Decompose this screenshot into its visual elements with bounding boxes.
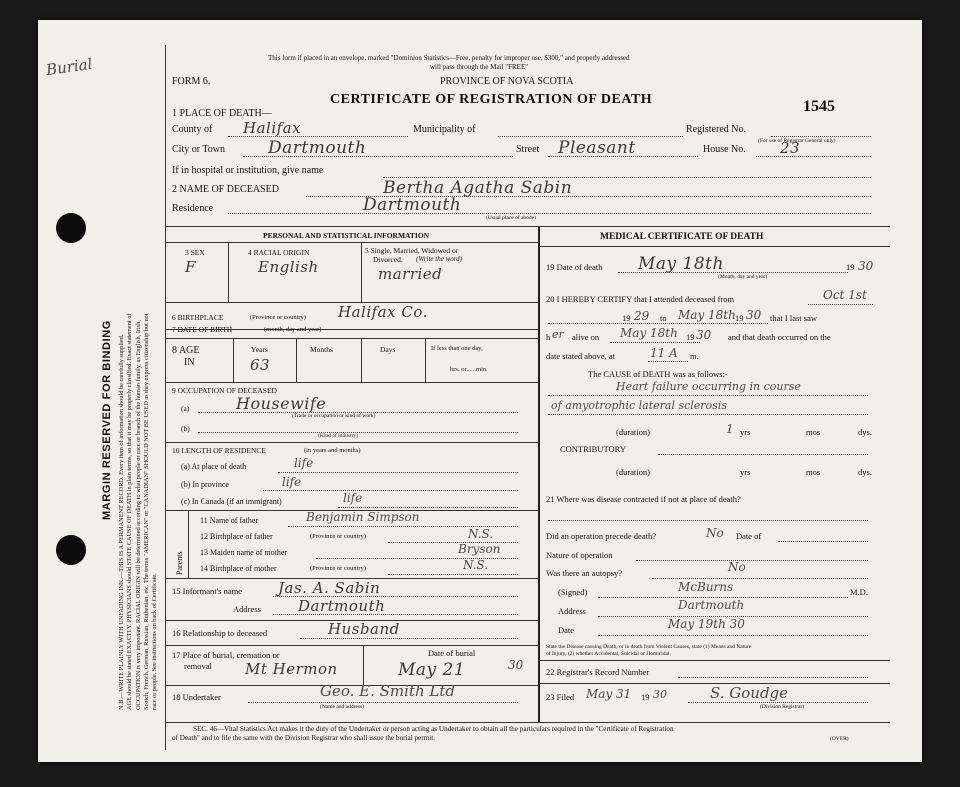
nature-label: Nature of operation <box>546 550 613 560</box>
death-year-value: 30 <box>858 259 874 273</box>
certify-year1-value: 29 <box>634 309 650 323</box>
burial-date-value: May 21 <box>398 660 466 680</box>
division-registrar-note: (Division Registrar) <box>760 704 805 710</box>
filed-label: 23 Filed <box>546 692 575 702</box>
cause-value-1: Heart failure occurring in course <box>616 380 801 393</box>
residence-c-line <box>338 507 518 508</box>
residence-b-value: life <box>282 475 302 489</box>
house-number-line <box>756 156 871 157</box>
sex-label: 3 SEX <box>185 248 205 257</box>
autopsy-value: No <box>728 560 746 574</box>
cause-label: The CAUSE of DEATH was as follows:- <box>588 369 728 379</box>
burial-place-label-2: removal <box>184 661 212 671</box>
date-of-birth-label: 7 DATE OF BIRTH <box>172 325 233 334</box>
certificate-title: CERTIFICATE OF REGISTRATION OF DEATH <box>330 92 653 107</box>
operation-label: Did an operation precede death? <box>546 531 656 541</box>
personal-heading-rule <box>166 242 538 243</box>
alive-on-value: May 18th <box>620 326 678 340</box>
age-label-1: 8 AGE <box>172 345 200 356</box>
division-registrar-line <box>688 702 868 703</box>
years-label: Years <box>251 345 268 354</box>
cause-line-1 <box>548 395 868 396</box>
age-divider-1 <box>233 338 234 382</box>
father-birthplace-value: N.S. <box>468 527 494 541</box>
burial-place-label-1: 17 Place of burial, cremation or <box>172 650 280 660</box>
mother-name-label: 13 Maiden name of mother <box>200 548 288 557</box>
marital-value: married <box>378 265 443 283</box>
yrs-label-1: yrs <box>740 427 751 437</box>
address-label: Address <box>558 606 586 616</box>
registrar-number-line <box>678 677 868 678</box>
certify-year2-label: 19 <box>735 313 744 323</box>
certify-year2-value: 30 <box>746 308 762 322</box>
mother-name-value: Bryson <box>458 542 501 556</box>
registered-number-label: Registered No. <box>686 124 746 135</box>
county-value: Halifax <box>243 119 302 137</box>
birthplace-value: Halifax Co. <box>338 303 428 321</box>
deceased-name-value: Bertha Agatha Sabin <box>383 178 573 198</box>
father-name-value: Benjamin Simpson <box>306 510 420 524</box>
relationship-line <box>300 638 518 639</box>
undertaker-label: 18 Undertaker <box>172 692 221 702</box>
municipality-label: Municipality of <box>413 124 476 135</box>
time-line <box>648 361 688 362</box>
municipality-line <box>498 136 683 137</box>
informant-address-value: Dartmouth <box>298 597 386 615</box>
cause-line-2 <box>548 414 868 415</box>
medical-rule-22 <box>540 660 890 661</box>
registered-number-note: (For use of Registrar General only) <box>758 138 836 144</box>
margin-instruction-line: AGE should be stated EXACTLY. PHYSICIANS should STATE CAUSE OF DEATH in plain terms, so that it may be properly classified. Exact statement of <box>126 313 134 710</box>
age-label-2: IN <box>184 357 195 368</box>
months-label: Months <box>310 345 333 354</box>
residence-c-label: (c) In Canada (if an immigrant) <box>181 497 282 506</box>
residence-a-line <box>278 472 518 473</box>
date-stated-label: date stated above, at <box>546 351 615 361</box>
death-date-value: May 18th <box>638 254 724 274</box>
division-registrar-signature: S. Goudge <box>710 684 789 702</box>
occupation-b-label: (b) <box>181 424 190 433</box>
contributory-line <box>658 454 868 455</box>
less-than-day-label-1: If less than one day, <box>431 345 483 352</box>
filed-year-value: 30 <box>653 688 667 701</box>
certify-year1-label: 19 <box>622 313 631 323</box>
certify-from-value: Oct 1st <box>823 288 867 302</box>
residence-a-label: (a) At place of death <box>181 462 247 471</box>
hospital-label: If in hospital or institution, give name <box>172 165 324 176</box>
her-value: er <box>552 328 564 341</box>
residence-line <box>228 213 871 214</box>
death-year-prefix: 19 <box>846 262 855 272</box>
violent-causes-note-2: of Injury, (2) whether Accidental, Suicidal or Homicidal. <box>546 651 671 657</box>
mos-label-2: mos <box>806 467 821 477</box>
racial-divider <box>361 242 362 302</box>
alive-year-value: 30 <box>696 328 712 342</box>
province-title: PROVINCE OF NOVA SCOTIA <box>440 76 574 87</box>
mother-birthplace-note: (Province or country) <box>310 565 366 572</box>
informant-label: 15 Informant's name <box>172 586 242 596</box>
informant-value: Jas. A. Sabin <box>278 579 381 597</box>
less-than-day-label-2: hrs. or......min. <box>450 366 488 373</box>
racial-origin-label: 4 RACIAL ORIGIN <box>248 248 310 257</box>
date-of-birth-note: (month, day and year) <box>264 326 322 333</box>
margin-instruction-line: Scotch, French, German, Russian, Ruthenian, etc. The terms "AMERICAN" or "CANADIAN" SHOULD NOT BE USED as they express citizenship but not <box>142 313 150 710</box>
cause-value-2: of amyotrophic lateral sclerosis <box>551 399 727 412</box>
marital-label-3: (Write the word) <box>416 255 463 263</box>
mos-label-1: mos <box>806 427 821 437</box>
margin-handwritten-note: Burial <box>44 54 94 80</box>
father-birthplace-note: (Province or country) <box>310 533 366 540</box>
occupation-label: 9 OCCUPATION OF DECEASED <box>172 386 277 395</box>
years-value: 63 <box>250 356 271 374</box>
footer-over: (OVER) <box>830 736 849 742</box>
table-bottom-rule <box>166 722 890 723</box>
date-line <box>598 635 868 636</box>
filed-year-label: 19 <box>641 692 650 702</box>
street-value: Pleasant <box>558 138 636 158</box>
mail-notice-line1: This form if placed in an envelope, marked "Dominion Statistics—Free, penalty for improper use, $300," and properly addressed <box>268 54 630 62</box>
footer-line-1: SEC. 46—Vital Statistics Act makes it the duty of the Undertaker or person acting as Undertaker to obtain all the particulars required in the "Certificate of Registration <box>193 725 674 733</box>
form-number: FORM 6. <box>172 76 211 87</box>
alive-on-label: alive on <box>572 332 600 342</box>
time-value: 11 A <box>650 346 678 360</box>
mother-birthplace-value: N.S. <box>463 558 489 572</box>
age-divider-4 <box>425 338 426 382</box>
margin-binding-title: MARGIN RESERVED FOR BINDING <box>101 320 113 520</box>
marital-label-1: 5 Single, Married, Widowed or <box>365 246 459 255</box>
relationship-value: Husband <box>328 620 400 638</box>
mother-birthplace-line <box>388 574 518 575</box>
certify-from-line <box>808 304 873 305</box>
burial-date-label: Date of burial <box>428 648 476 658</box>
birthplace-note: (Province or country) <box>250 314 306 321</box>
residence-note: (Usual place of abode) <box>486 215 536 221</box>
her-label: h <box>546 332 551 342</box>
violent-causes-note-1: State the Disease causing Death, or in death from Violent Causes, state (1) Means and Nature <box>546 644 752 650</box>
duration-label-1: (duration) <box>616 427 650 437</box>
row-rule-7 <box>166 338 538 339</box>
days-label: Days <box>380 345 396 354</box>
racial-origin-value: English <box>258 258 319 276</box>
alive-year-label: 19 <box>686 332 695 342</box>
alive-on-line <box>610 342 700 343</box>
informant-address-label: Address <box>233 604 261 614</box>
date-of-line <box>778 541 868 542</box>
marital-label-2: Divorced. <box>373 255 403 264</box>
duration-value-1: 1 <box>726 422 734 436</box>
occupation-a-value: Housewife <box>236 394 327 413</box>
residence-b-line <box>263 490 518 491</box>
medical-heading: MEDICAL CERTIFICATE OF DEATH <box>600 232 764 242</box>
row-rule-16 <box>166 645 538 646</box>
signed-value: McBurns <box>678 580 734 594</box>
residence-a-value: life <box>294 456 314 470</box>
yrs-label-2: yrs <box>740 467 751 477</box>
margin-instructions <box>118 70 159 710</box>
medical-heading-rule <box>540 246 890 247</box>
registered-number-line <box>771 136 871 137</box>
place-of-death-heading: 1 PLACE OF DEATH— <box>172 108 272 119</box>
length-of-residence-note: (in years and months) <box>304 447 361 454</box>
residence-value: Dartmouth <box>363 195 462 215</box>
margin-instruction-line: N.B.—WRITE PLAINLY WITH UNFADING INK.—THIS IS A PERMANENT RECORD. Every item of information should be carefully supplied. <box>118 334 125 710</box>
binding-hole-top <box>56 213 86 243</box>
mother-birthplace-label: 14 Birthplace of mother <box>200 564 277 573</box>
occurred-label: and that death occurred on the <box>728 332 831 342</box>
parents-label: Parents <box>175 551 184 575</box>
deceased-name-label: 2 NAME OF DECEASED <box>172 184 279 195</box>
last-saw-label: that I last saw <box>770 313 817 323</box>
dys-label-1: dys. <box>858 427 872 437</box>
table-center-divider <box>538 226 540 722</box>
birthplace-label: 6 BIRTHPLACE <box>172 313 224 322</box>
undertaker-value: Geo. E. Smith Ltd <box>320 682 455 700</box>
city-value: Dartmouth <box>268 138 367 158</box>
binding-hole-bottom <box>56 535 86 565</box>
death-date-note: (Month, day and year) <box>718 274 768 280</box>
city-label: City or Town <box>172 144 226 155</box>
street-label: Street <box>516 144 540 155</box>
death-certificate-page <box>38 20 922 762</box>
date-label: Date <box>558 625 575 635</box>
residence-label: Residence <box>172 203 214 214</box>
undertaker-note: (Name and address) <box>320 704 364 710</box>
burial-year-value: 30 <box>508 658 524 672</box>
length-of-residence-label: 10 LENGTH OF RESIDENCE <box>172 446 266 455</box>
disease-contracted-label: 21 Where was disease contracted if not at place of death? <box>546 494 741 504</box>
sex-value: F <box>185 258 196 276</box>
duration-label-2: (duration) <box>616 467 650 477</box>
registrar-number-label: 22 Registrar's Record Number <box>546 667 650 677</box>
father-birthplace-label: 12 Birthplace of father <box>200 532 273 541</box>
m-label: m. <box>690 351 699 361</box>
father-name-label: 11 Name of father <box>200 516 259 525</box>
relationship-label: 16 Relationship to deceased <box>172 628 268 638</box>
occupation-b-note: (Kind of industry) <box>318 433 359 439</box>
disease-contracted-line <box>548 520 868 521</box>
autopsy-label: Was there an autopsy? <box>546 568 623 578</box>
undertaker-line <box>248 702 518 703</box>
personal-info-heading: PERSONAL AND STATISTICAL INFORMATION <box>263 231 430 240</box>
burial-divider <box>363 645 364 685</box>
county-label: County of <box>172 124 213 135</box>
md-label: M.D. <box>850 587 868 597</box>
sex-divider <box>228 242 229 302</box>
house-number-label: House No. <box>703 144 746 155</box>
certify-label: 20 I HEREBY CERTIFY that I attended deceased from <box>546 294 735 304</box>
operation-value: No <box>706 526 724 540</box>
filed-value: May 31 <box>586 687 632 701</box>
occupation-a-note: (Trade or occupation or kind of work) <box>292 413 376 419</box>
house-number-value: 23 <box>780 139 801 157</box>
dys-label-2: dys. <box>858 467 872 477</box>
certificate-number: 1545 <box>803 98 835 115</box>
age-divider-3 <box>361 338 362 382</box>
burial-place-value: Mt Hermon <box>245 660 338 678</box>
to-label: to <box>660 313 667 323</box>
residence-b-label: (b) In province <box>181 480 229 489</box>
margin-instruction-line: OCCUPATION is very important. RACIAL ORIGIN will be determined according to what people or race or branch of the human family, as English, Irish, <box>134 320 142 710</box>
footer-line-2: of Death" and to file the same with the Division Registrar who shall issue the burial permit. <box>172 734 436 742</box>
occupation-a-label: (a) <box>181 404 190 413</box>
row-rule-9 <box>166 442 538 443</box>
parents-divider <box>188 510 189 578</box>
date-value: May 19th 30 <box>668 617 745 631</box>
autopsy-line <box>652 578 868 579</box>
date-of-label: Date of <box>736 531 762 541</box>
residence-c-value: life <box>343 491 363 505</box>
row-rule-8 <box>166 382 538 383</box>
certify-line-2 <box>548 323 768 324</box>
contributory-label: CONTRIBUTORY <box>560 444 626 454</box>
age-divider-2 <box>296 338 297 382</box>
death-date-label: 19 Date of death <box>546 262 603 272</box>
table-top-rule <box>166 226 890 227</box>
signed-label: (Signed) <box>558 587 588 597</box>
mail-notice-line2: will pass through the Mail "FREE" <box>430 63 529 71</box>
margin-instruction-line: race or people. See instructions on back of Certificate. <box>151 573 159 710</box>
nature-line <box>636 560 868 561</box>
address-value: Dartmouth <box>678 598 745 612</box>
to-value: May 18th <box>678 308 736 322</box>
